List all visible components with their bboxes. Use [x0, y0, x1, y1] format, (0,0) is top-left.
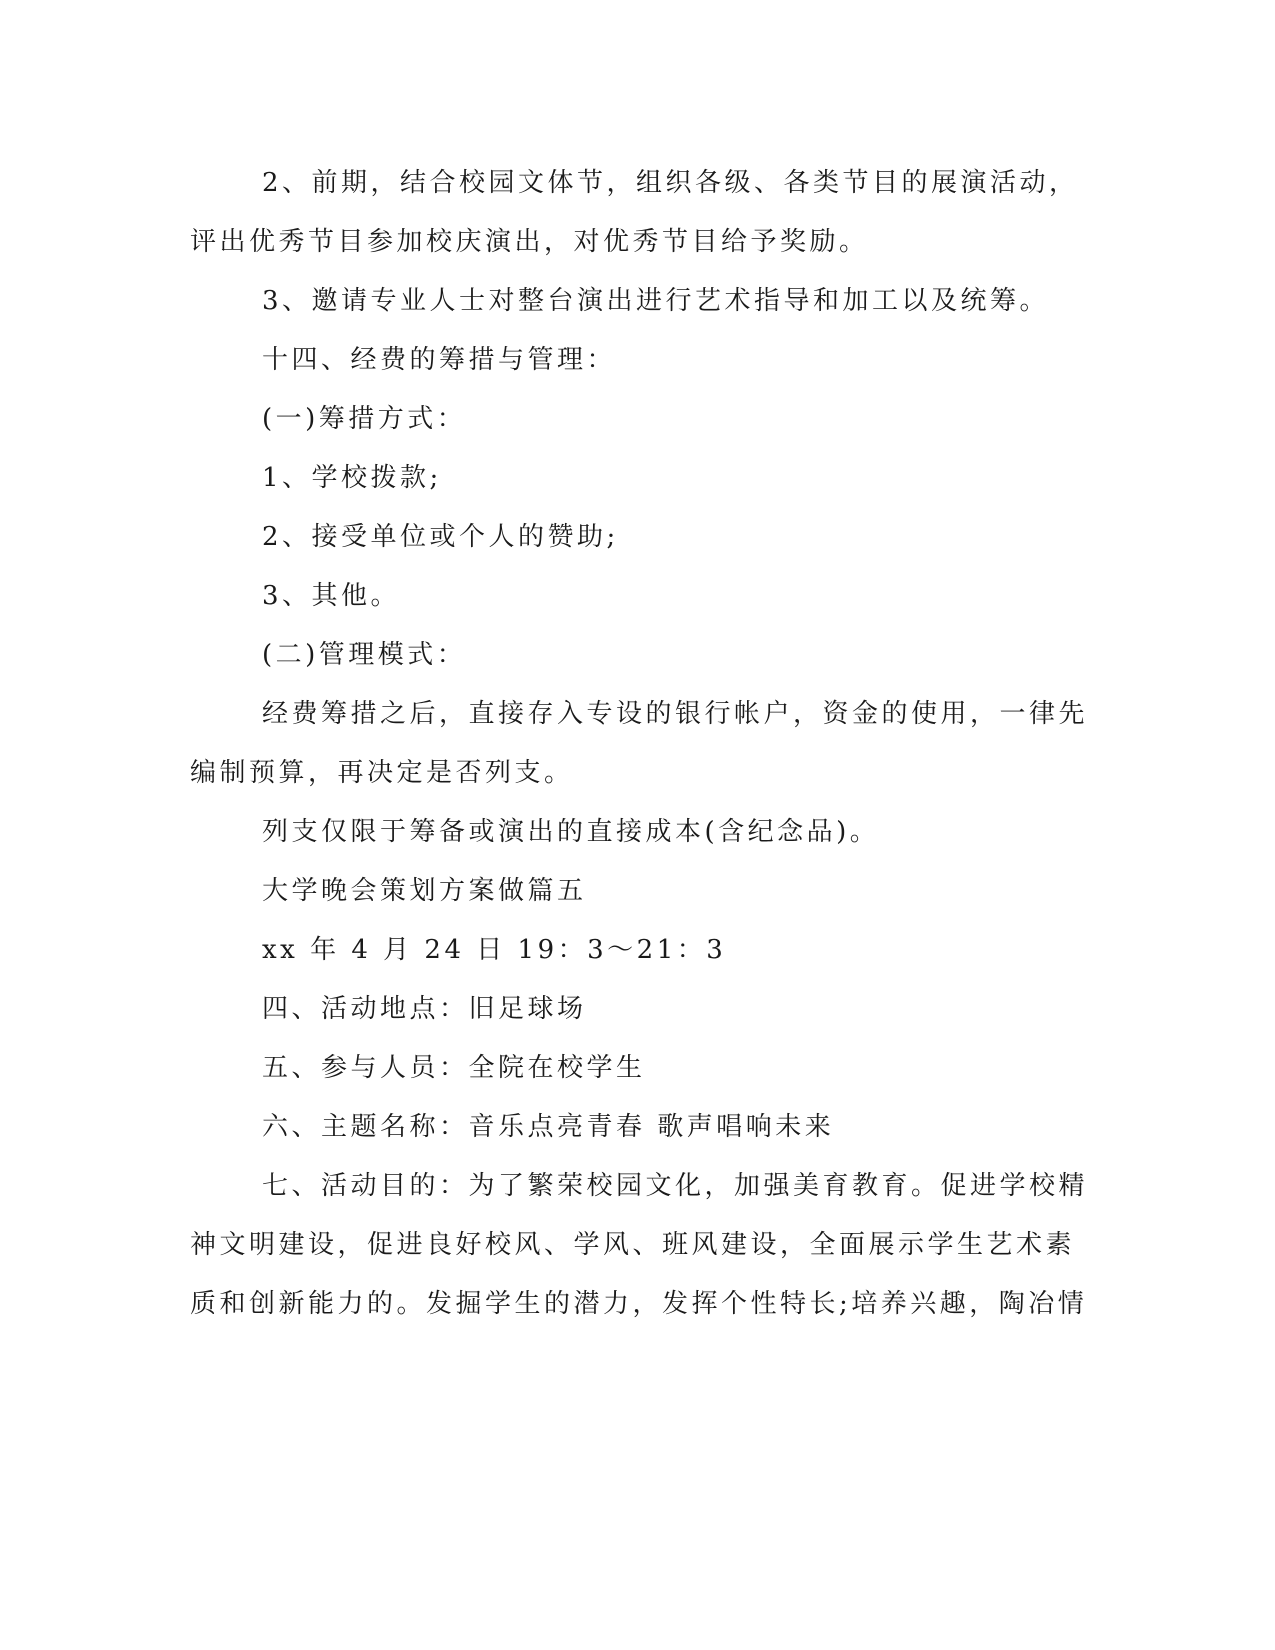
- text-line: 评出优秀节目参加校庆演出，对优秀节目给予奖励。: [190, 227, 869, 257]
- section-heading: 十四、经费的筹措与管理：: [262, 345, 617, 375]
- subsection-heading: (二)管理模式：: [262, 640, 467, 670]
- text-line: 五、参与人员：全院在校学生: [262, 1053, 646, 1083]
- list-item: 1、学校拨款;: [262, 463, 442, 493]
- text-line: 神文明建设，促进良好校风、学风、班风建设，全面展示学生艺术素: [190, 1230, 1076, 1260]
- document-title: 大学晚会策划方案做篇五: [262, 876, 587, 906]
- text-line: 列支仅限于筹备或演出的直接成本(含纪念品)。: [262, 817, 880, 847]
- text-line: 2、前期，结合校园文体节，组织各级、各类节目的展演活动，: [262, 168, 1079, 198]
- list-item: 2、接受单位或个人的赞助;: [262, 522, 619, 552]
- text-line: 六、主题名称：音乐点亮青春 歌声唱响未来: [262, 1112, 835, 1142]
- text-line: 质和创新能力的。发掘学生的潜力，发挥个性特长;培养兴趣，陶冶情: [190, 1289, 1088, 1319]
- subsection-heading: (一)筹措方式：: [262, 404, 467, 434]
- date-line: xx 年 4 月 24 日 19：3～21：3: [262, 935, 727, 965]
- text-line: 3、邀请专业人士对整台演出进行艺术指导和加工以及统筹。: [262, 286, 1050, 316]
- text-line: 经费筹措之后，直接存入专设的银行帐户，资金的使用，一律先: [262, 699, 1089, 729]
- text-line: 四、活动地点：旧足球场: [262, 994, 587, 1024]
- text-line: 七、活动目的：为了繁荣校园文化，加强美育教育。促进学校精: [262, 1171, 1089, 1201]
- list-item: 3、其他。: [262, 581, 401, 611]
- text-line: 编制预算，再决定是否列支。: [190, 758, 574, 788]
